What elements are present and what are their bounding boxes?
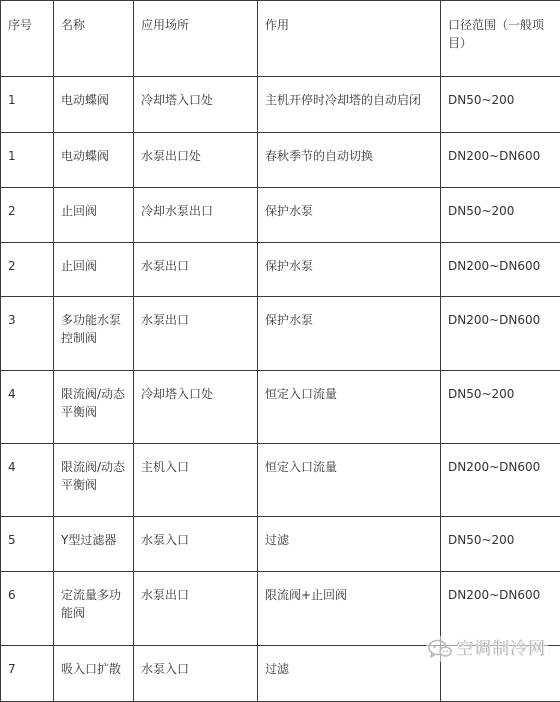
cell-location: 冷却塔入口处 [134, 371, 258, 444]
table-header-row [1, 1, 560, 77]
cell-location: 水泵入口 [134, 646, 258, 702]
cell-no: 3 [1, 297, 54, 371]
cell-function: 过滤 [258, 517, 441, 572]
table-row [1, 444, 560, 517]
cell-name: 止回阀 [54, 243, 134, 297]
cell-name: 定流量多功能阀 [54, 572, 134, 646]
header-cell-location: 应用场所 [134, 1, 258, 77]
table-row [1, 188, 560, 243]
cell-no: 1 [1, 133, 54, 188]
wechat-chat-icon [428, 639, 452, 659]
cell-name: 吸入口扩散 [54, 646, 134, 702]
cell-range: DN50~200 [441, 188, 560, 243]
cell-location: 水泵出口 [134, 243, 258, 297]
cell-name: 电动蝶阀 [54, 77, 134, 133]
cell-no: 2 [1, 188, 54, 243]
table-row [1, 517, 560, 572]
table-row [1, 371, 560, 444]
header-cell-no: 序号 [1, 1, 54, 77]
cell-location: 水泵出口 [134, 297, 258, 371]
cell-name: 电动蝶阀 [54, 133, 134, 188]
cell-location: 水泵出口处 [134, 133, 258, 188]
cell-function: 保护水泵 [258, 188, 441, 243]
cell-name: 多功能水泵控制阀 [54, 297, 134, 371]
cell-function: 春秋季节的自动切换 [258, 133, 441, 188]
cell-name: 止回阀 [54, 188, 134, 243]
table-row [1, 297, 560, 371]
header-cell-range: 口径范围（一般项目） [441, 1, 560, 77]
cell-function: 过滤 [258, 646, 441, 702]
cell-function: 保护水泵 [258, 297, 441, 371]
cell-no: 2 [1, 243, 54, 297]
table-row [1, 133, 560, 188]
cell-range: DN200~DN600 [441, 444, 560, 517]
cell-location: 水泵入口 [134, 517, 258, 572]
cell-name: 限流阀/动态平衡阀 [54, 444, 134, 517]
cell-range: DN50~200 [441, 517, 560, 572]
table-row [1, 243, 560, 297]
table-row [1, 77, 560, 133]
watermark [426, 636, 548, 662]
cell-name: 限流阀/动态平衡阀 [54, 371, 134, 444]
cell-function: 保护水泵 [258, 243, 441, 297]
cell-no: 4 [1, 371, 54, 444]
cell-no: 6 [1, 572, 54, 646]
cell-no: 7 [1, 646, 54, 702]
cell-function: 恒定入口流量 [258, 444, 441, 517]
cell-name: Y型过滤器 [54, 517, 134, 572]
cell-function: 限流阀+止回阀 [258, 572, 441, 646]
cell-location: 主机入口 [134, 444, 258, 517]
cell-location: 冷却水泵出口 [134, 188, 258, 243]
cell-range: DN200~DN600 [441, 243, 560, 297]
watermark-text: 空调制冷网 [456, 639, 546, 659]
cell-no: 4 [1, 444, 54, 517]
cell-function: 恒定入口流量 [258, 371, 441, 444]
cell-range: DN50~200 [441, 77, 560, 133]
cell-function: 主机开停时冷却塔的自动启闭 [258, 77, 441, 133]
header-cell-function: 作用 [258, 1, 441, 77]
cell-range: DN200~DN600 [441, 297, 560, 371]
cell-range: DN50~200 [441, 371, 560, 444]
cell-location: 冷却塔入口处 [134, 77, 258, 133]
cell-no: 5 [1, 517, 54, 572]
table-row [1, 572, 560, 646]
header-cell-name: 名称 [54, 1, 134, 77]
cell-location: 水泵出口 [134, 572, 258, 646]
cell-range: DN200~DN600 [441, 133, 560, 188]
cell-range: DN200~DN600 [441, 572, 560, 646]
cell-no: 1 [1, 77, 54, 133]
